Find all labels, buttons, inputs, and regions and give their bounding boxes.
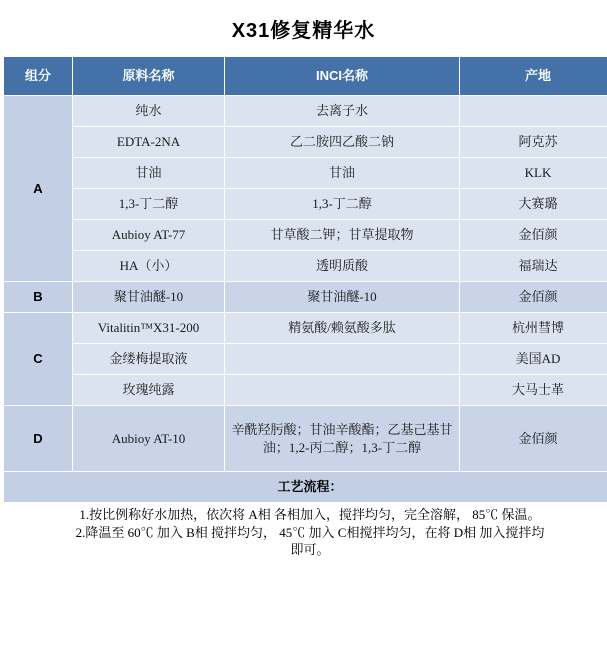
inci-name: 聚甘油醚-10 [225, 282, 460, 313]
phase-label-b: B [4, 282, 73, 313]
table-header-row [4, 57, 607, 96]
page-title: X31修复精华水 [231, 19, 376, 42]
process-step-1: 1.按比例称好水加热，依次将 A相 各相加入，搅拌均匀，完全溶解， 85℃ 保温。 [79, 507, 541, 522]
column-header-phase: 组分 [4, 57, 73, 96]
material-name: 甘油 [73, 158, 225, 189]
table-row [4, 220, 607, 251]
table-body [4, 96, 607, 598]
material-name: EDTA-2NA [73, 127, 225, 158]
column-header-origin: 产地 [460, 57, 607, 96]
footer-cell [73, 562, 225, 597]
table-row [4, 406, 607, 472]
inci-name: 甘草酸二钾；甘草提取物 [225, 220, 460, 251]
inci-name: 辛酰羟肟酸；甘油辛酸酯；乙基己基甘油；1,2-丙二醇；1,3-丁二醇 [225, 406, 460, 472]
origin: KLK [460, 158, 607, 189]
process-step-2: 2.降温至 60℃ 加入 B相 搅拌均匀， 45℃ 加入 C相搅拌均匀，在将 D相 加入搅拌均 [75, 524, 545, 540]
table-footer-row [4, 562, 607, 597]
process-heading: 工艺流程： [4, 472, 607, 503]
footer-cell [4, 562, 73, 597]
origin: 大赛璐 [460, 189, 607, 220]
origin: 金佰颜 [460, 406, 607, 472]
origin: 金佰颜 [460, 220, 607, 251]
material-name: 金缕梅提取液 [73, 344, 225, 375]
material-name: Aubioy AT-10 [73, 406, 225, 472]
table-row [4, 189, 607, 220]
table-row [4, 127, 607, 158]
phase-label-d: D [4, 406, 73, 472]
inci-name [225, 344, 460, 375]
process-step-3: 即可。 [290, 542, 330, 558]
material-name: Vitalitin™X31-200 [73, 313, 225, 344]
phase-label-c: C [4, 313, 73, 406]
process-body-row [4, 503, 607, 563]
origin: 阿克苏 [460, 127, 607, 158]
material-name: 玫瑰纯露 [73, 375, 225, 406]
title-row [0, 0, 607, 56]
inci-name: 1,3-丁二醇 [225, 189, 460, 220]
inci-name: 去离子水 [225, 96, 460, 127]
phase-label-a: A [4, 96, 73, 282]
table-row [4, 96, 607, 127]
inci-name: 透明质酸 [225, 251, 460, 282]
origin: 杭州彗博 [460, 313, 607, 344]
table-row [4, 251, 607, 282]
column-header-inci: INCI名称 [225, 57, 460, 96]
formula-table [3, 56, 607, 598]
column-header-material: 原料名称 [73, 57, 225, 96]
material-name: 聚甘油醚-10 [73, 282, 225, 313]
material-name: HA（小） [73, 251, 225, 282]
footer-cell [225, 562, 460, 597]
table-row [4, 375, 607, 406]
origin: 美国AD [460, 344, 607, 375]
origin: 金佰颜 [460, 282, 607, 313]
inci-name: 精氨酸/赖氨酸多肽 [225, 313, 460, 344]
inci-name: 甘油 [225, 158, 460, 189]
table-row [4, 344, 607, 375]
table-row [4, 313, 607, 344]
table-row [4, 282, 607, 313]
inci-name [225, 375, 460, 406]
origin [460, 96, 607, 127]
process-steps [4, 503, 607, 563]
table-header [4, 57, 607, 96]
table-row [4, 158, 607, 189]
process-heading-row [4, 472, 607, 503]
material-name: Aubioy AT-77 [73, 220, 225, 251]
origin: 大马士革 [460, 375, 607, 406]
material-name: 1,3-丁二醇 [73, 189, 225, 220]
inci-name: 乙二胺四乙酸二钠 [225, 127, 460, 158]
origin: 福瑞达 [460, 251, 607, 282]
footer-cell [460, 562, 607, 597]
material-name: 纯水 [73, 96, 225, 127]
